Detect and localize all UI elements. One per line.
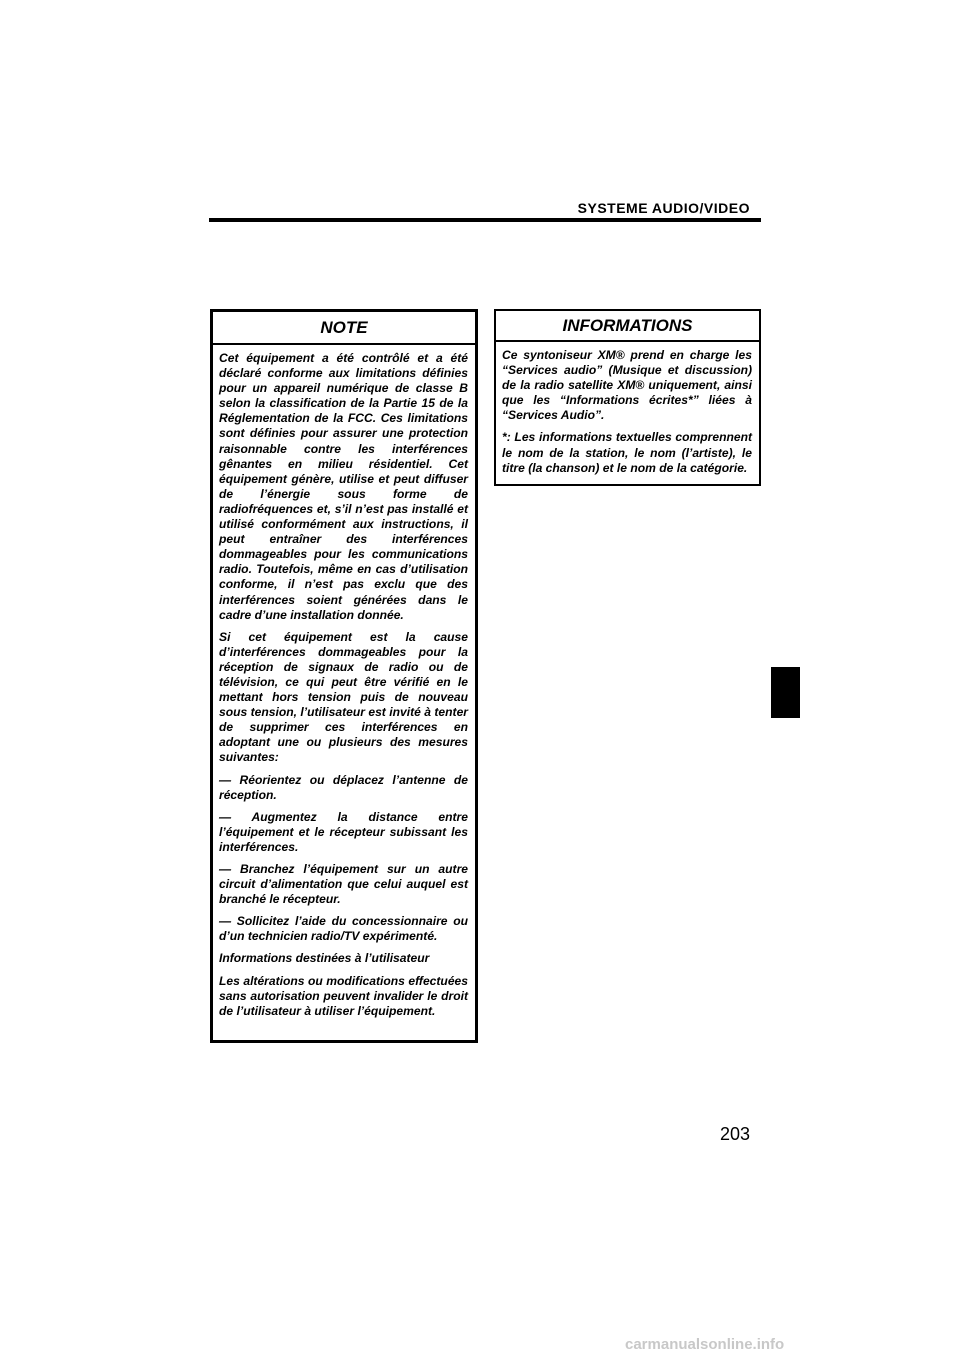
note-box <box>210 309 478 1043</box>
note-paragraph: — Augmentez la distance entre l’équipement et le récepteur subissant les interférences. <box>219 809 468 854</box>
note-paragraph: — Sollicitez l’aide du concessionnaire ou d’un technicien radio/TV expérimenté. <box>219 914 468 944</box>
informations-paragraph: Ce syntoniseur XM® prend en charge les “Services audio” (Musique et discussion) de la radio satellite XM® uniquement, ainsi que les “Informations écrites*” liées à “Services Audio”. <box>502 348 752 423</box>
note-paragraph: — Réorientez ou déplacez l’antenne de réception. <box>219 772 468 802</box>
note-title: NOTE <box>213 312 475 345</box>
informations-paragraph: *: Les informations textuelles comprennent le nom de la station, le nom (l’artiste), le titre (la chanson) et le nom de la catégorie. <box>502 430 752 475</box>
note-paragraph: Informations destinées à l’utilisateur <box>219 951 430 966</box>
watermark-text: carmanualsonline.info <box>625 1336 785 1353</box>
note-paragraph: Si cet équipement est la cause d’interférences dommageables pour la réception de signaux de radio ou de télévision, ce qui peut être vérifié en le mettant hors tension puis de nouveau sous tension, l’utilisateur est invité à tenter de supprimer ces interférences en adoptant une ou plusieurs des mesures suivantes: <box>219 629 468 765</box>
informations-box <box>494 309 761 486</box>
header-rule <box>209 218 761 222</box>
section-tab-marker <box>771 667 800 718</box>
note-paragraph: Les altérations ou modifications effectuées sans autorisation peuvent invalider le droit de l’utilisateur à utiliser l’équipement. <box>219 973 468 1018</box>
note-paragraph: Cet équipement a été contrôlé et a été déclaré conforme aux limitations définies pour un appareil numérique de classe B selon la classification de la Partie 15 de la Réglementation de la FCC. Ces limitations sont définies pour assurer une protection raisonnable contre les interférences gênantes en milieu résidentiel. Cet équipement génère, utilise et peut diffuser de l’énergie sous forme de radiofréquences et, s’il n’est pas installé et utilisé conformément aux instructions, il peut entraîner des interférences dommageables pour les communications radio. Toutefois, même en cas d’utilisation conforme, il n’est pas exclu que des interférences soient générées dans le cadre d’une installation donnée. <box>219 351 468 622</box>
informations-body <box>496 342 759 476</box>
note-body <box>213 345 475 1019</box>
page-number: 203 <box>720 1124 751 1144</box>
running-header-title: SYSTEME AUDIO/VIDEO <box>577 200 750 216</box>
informations-title: INFORMATIONS <box>496 311 759 342</box>
note-paragraph: — Branchez l’équipement sur un autre circuit d’alimentation que celui auquel est branché le récepteur. <box>219 862 468 907</box>
